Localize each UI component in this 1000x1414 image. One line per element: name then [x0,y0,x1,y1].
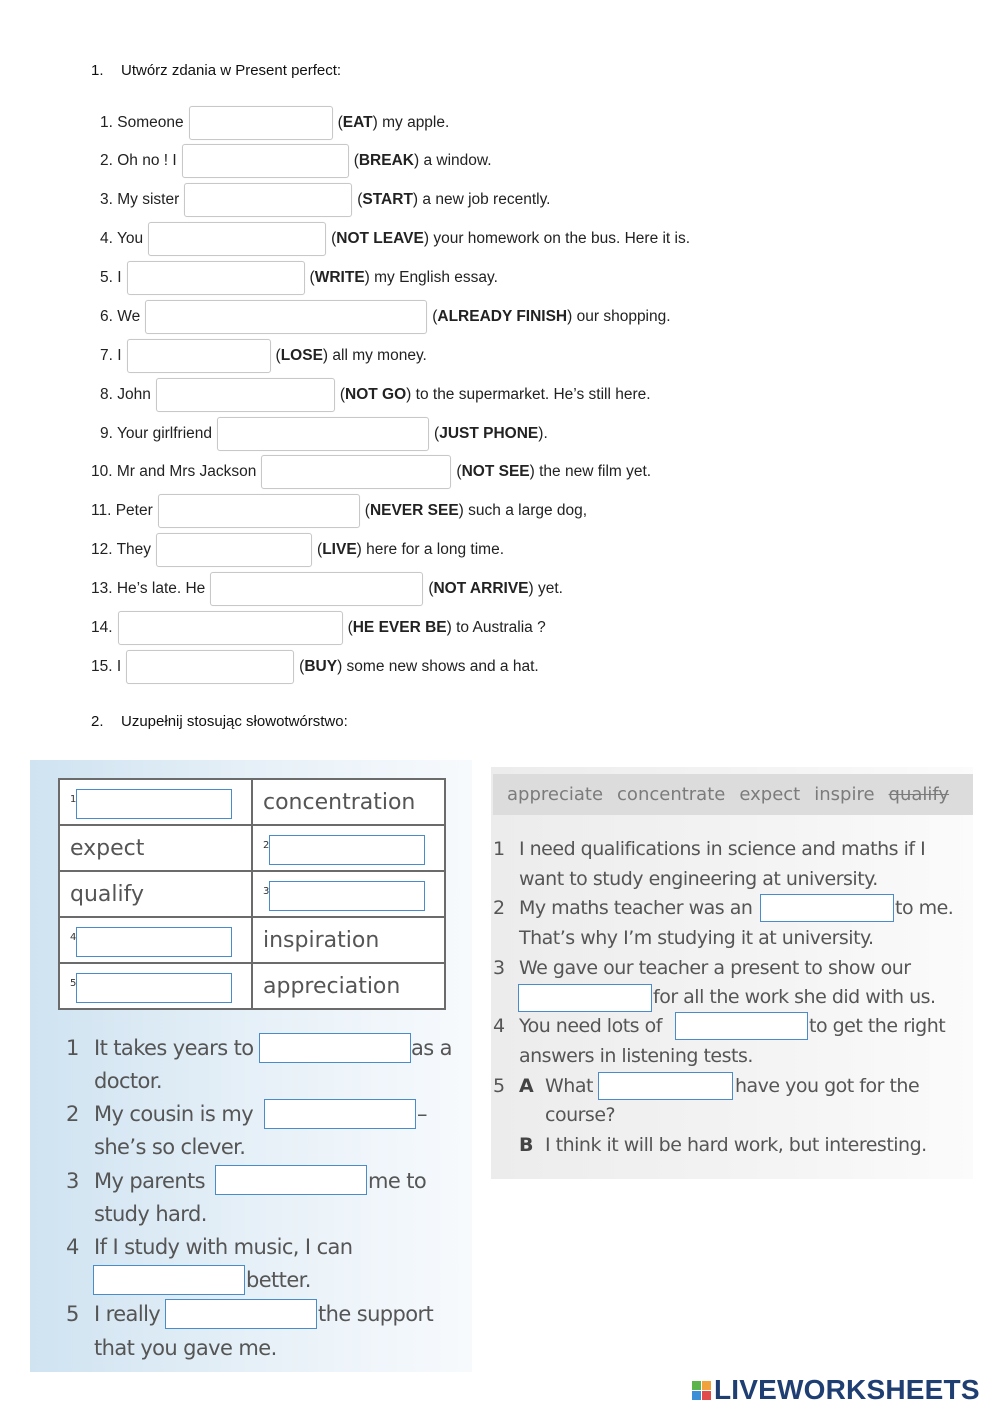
item-rest: a new job recently. [418,191,551,208]
item-prompt: 13. He’s late. He [91,580,206,597]
right-sentence-2-line2: That’s why I’m studying it at university. [519,927,874,949]
item-rest: here for a long time. [361,541,505,558]
table-cell: qualify [59,871,252,917]
item-tail: (NEVER SEE) such a large dog, [364,502,588,519]
verb-hint: NEVER SEE [369,502,459,519]
left-sentence-4: 4 If I study with music, I can [66,1235,353,1259]
answer-input[interactable] [210,572,423,606]
exercise1-item [100,378,651,412]
item-prompt: 2. Oh no ! I [100,152,177,169]
right-sentence-3: 3 We gave our teacher a present to show our [493,957,911,979]
right-answer-box-5[interactable] [598,1072,733,1100]
item-rest: my English essay. [369,269,498,286]
answer-box-2[interactable] [269,835,425,865]
right-sentence-2: 2 My maths teacher was an [493,897,753,919]
right-sentence-5: 5 A What [493,1075,593,1097]
item-tail: (NOT LEAVE) your homework on the bus. Here it is. [331,230,691,247]
right-sentence-4: 4 You need lots of [493,1015,662,1037]
word-formation-table [58,778,446,1010]
item-rest: such a large dog, [463,502,588,519]
right-sentence-5-line2: course? [545,1104,616,1126]
verb-hint: BUY [304,658,338,675]
table-row [59,963,445,1009]
item-tail: (NOT SEE) the new film yet. [456,463,652,480]
left-sentence-1: 1 It takes years to [66,1036,254,1060]
word-bank-item: inspire [814,784,875,805]
item-prompt: 11. Peter [91,502,153,519]
table-cell: 5 [59,963,252,1009]
item-rest: some new shows and a hat. [342,658,539,675]
left-sentence-5-cont: the support [318,1302,434,1326]
item-rest: a window. [419,152,492,169]
item-rest: our shopping. [572,308,671,325]
left-sentence-1-cont: as a [411,1036,452,1060]
exercise1-item [100,261,498,295]
verb-hint: NOT SEE [461,463,530,480]
table-cell: inspiration [252,917,445,963]
item-rest: yet. [533,580,563,597]
exercise1-item [100,339,427,373]
answer-input[interactable] [127,261,305,295]
item-prompt: 6. We [100,308,141,325]
left-answer-box-5[interactable] [165,1299,317,1329]
answer-input[interactable] [156,378,335,412]
item-rest: the new film yet. [534,463,652,480]
item-prompt: 15. I [91,658,122,675]
item-rest: my apple. [377,114,450,131]
left-sentence-5-line2: that you gave me. [94,1336,277,1360]
left-answer-box-3[interactable] [215,1165,367,1195]
left-answer-box-4[interactable] [93,1265,245,1295]
item-prompt: 8. John [100,386,151,403]
answer-input[interactable] [182,144,349,178]
item-prompt: 4. You [100,230,144,247]
table-row [59,779,445,825]
word-bank [493,774,973,815]
section2-heading [91,713,348,730]
left-sentence-2: 2 My cousin is my [66,1102,254,1126]
brand-logo [692,1374,980,1406]
left-sentence-1-line2: doctor. [94,1069,162,1093]
item-tail: (ALREADY FINISH) our shopping. [432,308,671,325]
item-prompt: 5. I [100,269,122,286]
exercise1-item [100,144,492,178]
answer-input[interactable] [127,339,271,373]
verb-hint: BREAK [358,152,414,169]
section2-number: 2. [91,713,104,730]
item-tail: (BREAK) a window. [353,152,492,169]
right-sentence-4-cont: to get the right [809,1015,946,1037]
exercise1-item [91,611,546,645]
answer-input[interactable] [126,650,294,684]
answer-input[interactable] [148,222,326,256]
item-tail: (NOT GO) to the supermarket. He’s still here. [339,386,651,403]
item-prompt: 12. They [91,541,152,558]
right-sentence-4-line2: answers in listening tests. [519,1045,753,1067]
item-tail: (NOT ARRIVE) yet. [428,580,563,597]
verb-hint: LOSE [280,347,323,364]
table-cell: 2 [252,825,445,871]
verb-hint: NOT LEAVE [336,230,424,247]
left-sentence-2-cont: – [417,1102,427,1126]
exercise1-item [100,300,671,334]
table-cell: 3 [252,871,445,917]
section1-title: Utwórz zdania w Present perfect: [121,62,342,79]
item-rest: . [543,425,548,442]
item-prompt: 10. Mr and Mrs Jackson [91,463,257,480]
table-cell: expect [59,825,252,871]
item-tail: (WRITE) my English essay. [309,269,498,286]
right-sentence-3-cont: for all the work she did with us. [653,986,936,1008]
item-rest: to Australia ? [451,619,546,636]
exercise1-item [100,106,449,140]
liveworksheets-icon [692,1381,711,1400]
right-sentence-5-cont: have you got for the [735,1075,920,1097]
left-answer-box-2[interactable] [264,1099,416,1129]
answer-input[interactable] [158,494,360,528]
table-row [59,825,445,871]
left-sentence-3: 3 My parents [66,1169,205,1193]
item-tail: (JUST PHONE). [434,425,548,442]
brand-name: LIVEWORKSHEETS [714,1374,980,1405]
item-prompt: 7. I [100,347,122,364]
right-answer-box-2[interactable] [760,894,894,922]
answer-input[interactable] [184,183,352,217]
verb-hint: ALREADY FINISH [437,308,568,325]
right-answer-box-4[interactable] [675,1012,808,1040]
section2-title: Uzupełnij stosując słowotwórstwo: [121,713,348,730]
exercise1-item [100,183,551,217]
word-bank-item: qualify [888,784,950,805]
word-bank-item: appreciate [507,784,604,805]
answer-input[interactable] [118,611,343,645]
answer-box-3[interactable] [269,881,425,911]
answer-box-5[interactable] [76,973,232,1003]
exercise1-item [91,533,504,567]
exercise1-item [91,455,651,489]
answer-box-4[interactable] [76,927,232,957]
left-sentence-2-line2: she’s so clever. [94,1135,246,1159]
left-sentence-3-cont: me to [368,1169,427,1193]
answer-input[interactable] [189,106,333,140]
word-bank-item: expect [739,784,801,805]
verb-hint: NOT GO [345,386,407,403]
item-rest: all my money. [328,347,427,364]
item-prompt: 9. Your girlfriend [100,425,213,442]
left-sentence-5: 5 I really [66,1302,161,1326]
left-sentence-3-line2: study hard. [94,1202,207,1226]
word-bank-item: concentrate [617,784,726,805]
answer-input[interactable] [261,455,451,489]
left-answer-box-1[interactable] [259,1033,411,1063]
item-tail: (BUY) some new shows and a hat. [299,658,539,675]
answer-input[interactable] [145,300,427,334]
section1-number: 1. [91,62,104,79]
item-tail: (START) a new job recently. [357,191,551,208]
table-cell: appreciation [252,963,445,1009]
table-row [59,871,445,917]
verb-hint: EAT [342,114,373,131]
item-rest: to the supermarket. He’s still here. [411,386,651,403]
verb-hint: HE EVER BE [352,619,447,636]
exercise1-item [91,650,539,684]
item-rest: your homework on the bus. Here it is. [429,230,691,247]
exercise1-item [91,494,587,528]
verb-hint: NOT ARRIVE [433,580,529,597]
section1-heading [91,62,341,79]
answer-box-1[interactable] [76,789,232,819]
verb-hint: LIVE [322,541,357,558]
table-cell: 1 [59,779,252,825]
item-prompt: 3. My sister [100,191,180,208]
right-sentence-5-answer: B I think it will be hard work, but interesting. [519,1134,927,1156]
item-tail: (EAT) my apple. [337,114,450,131]
right-answer-box-3[interactable] [518,984,652,1012]
answer-input[interactable] [217,417,429,451]
exercise1-item [100,417,548,451]
exercise1-item [100,222,690,256]
item-tail: (LIVE) here for a long time. [317,541,505,558]
table-row [59,917,445,963]
table-cell: 4 [59,917,252,963]
item-prompt: 14. [91,619,113,636]
verb-hint: WRITE [314,269,365,286]
left-sentence-4-cont: better. [246,1268,311,1292]
right-sentence-1-line2: want to study engineering at university. [519,868,878,890]
right-sentence-2-cont: to me. [895,897,954,919]
item-prompt: 1. Someone [100,114,184,131]
table-cell: concentration [252,779,445,825]
item-tail: (LOSE) all my money. [275,347,427,364]
right-sentence-1: 1 I need qualifications in science and maths if I [493,838,926,860]
verb-hint: JUST PHONE [439,425,539,442]
answer-input[interactable] [156,533,312,567]
verb-hint: START [362,191,413,208]
exercise1-item [91,572,563,606]
item-tail: (HE EVER BE) to Australia ? [347,619,546,636]
